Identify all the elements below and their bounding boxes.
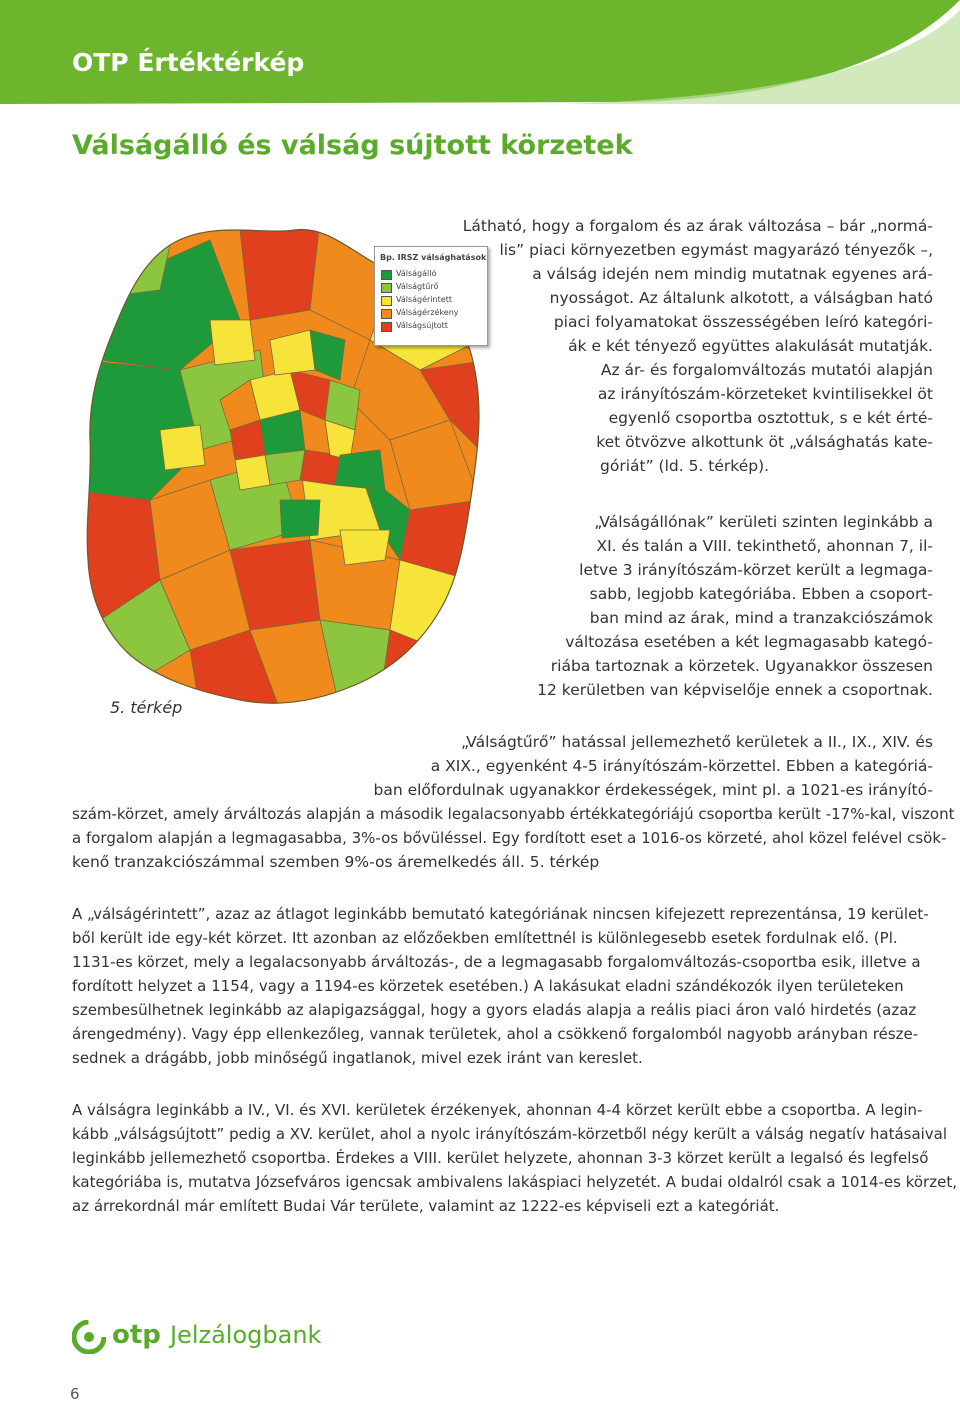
text-line: egyenlő csoportba osztottuk, s e két érté- xyxy=(608,409,933,427)
text-line: Látható, hogy a forgalom és az árak változása – bár „normá- xyxy=(462,217,933,235)
text-line: fordított helyzet a 1154, vagy a 1194-es körzetek esetében.) A lakásukat eladni szándékozók ilyen területeken xyxy=(72,977,904,995)
text-line: kategóriába is, mutatva Józsefváros igencsak ambivalens lakáspiaci helyzetét. A budai oldalról csak a 1014-es körzet, xyxy=(72,1173,957,1191)
text-line: ban mind az árak, mind a tranzakciószámok xyxy=(589,609,933,627)
legend-swatch xyxy=(381,322,392,332)
text-line: szembesülhetnek leginkább az alapigazsággal, hogy a gyors eladás alapja a reális piaci áron való hirdetés (azaz xyxy=(72,1001,917,1019)
text-line: a válság idején nem mindig mutatnak egyenes ará- xyxy=(532,265,933,283)
text-line: piaci folyamatokat összességében leíró kategóri- xyxy=(553,313,933,331)
text-line: árengedmény). Vagy épp ellenkezőleg, vannak területek, ahol a csökkenő forgalomból nagyobb arányban része- xyxy=(72,1025,919,1043)
text-line: az irányítószám-körzeteket kvintilisekkel öt xyxy=(597,385,933,403)
text-line: letve 3 irányítószám-körzet került a legmaga- xyxy=(579,561,933,579)
text-line: riába tartoznak a körzetek. Ugyanakkor összesen xyxy=(550,657,933,675)
text-line: kenő tranzakciószámmal szemben 9%-os áremelkedés áll. 5. térkép xyxy=(72,853,600,871)
page-number: 6 xyxy=(70,1385,80,1403)
text-line: sabb, legjobb kategóriába. Ebben a csoport- xyxy=(589,585,933,603)
logo-brand: otp xyxy=(112,1320,161,1350)
text-line: A válságra leginkább a IV., VI. és XVI. kerületek érzékenyek, ahonnan 4-4 körzet került ebbe a csoportba. A legin- xyxy=(72,1101,923,1119)
text-line: nyosságot. Az általunk alkotott, a válságban ható xyxy=(549,289,933,307)
text-line: ből került ide egy-két körzet. Itt azonban az előzőekben említettnél is különlegesebb esetek fordulnak elő. (Pl. xyxy=(72,929,898,947)
text-line: A „válságérintett”, azaz az átlagot leginkább bemutató kategóriának nincsen kifejezett reprezentánsa, 19 kerület- xyxy=(72,905,929,923)
logo-text xyxy=(112,1320,321,1350)
legend-swatch xyxy=(381,309,392,319)
text-line: szám-körzet, amely árváltozás alapján a második legalacsonyabb értékkategóriájú csoportba került -17%-kal, viszont xyxy=(72,805,955,823)
text-line: a forgalom alapján a legmagasabba, 3%-os bővüléssel. Egy fordított eset a 1016-os körzeté, ahol közel felével csök- xyxy=(72,829,947,847)
text-line: ák e két tényező együttes alakulását mutatják. xyxy=(568,337,933,355)
map-caption: 5. térkép xyxy=(110,698,183,717)
legend-label: Válságsújtott xyxy=(396,321,448,330)
legend-label: Válságálló xyxy=(396,269,437,278)
section-heading: Válságálló és válság sújtott körzetek xyxy=(72,130,633,161)
text-line: Az ár- és forgalomváltozás mutatói alapján xyxy=(600,361,933,379)
text-line: „Válságtűrő” hatással jellemezhető kerületek a II., IX., XIV. és xyxy=(460,733,933,751)
logo-suffix: Jelzálogbank xyxy=(169,1321,322,1349)
otp-logo-icon xyxy=(72,1320,106,1354)
text-line: az árrekordnál már említett Budai Vár területe, valamint az 1222-es képviseli ezt a kategóriát. xyxy=(72,1197,780,1215)
text-line: 12 kerületben van képviselője ennek a csoportnak. xyxy=(537,681,933,699)
text-line: sednek a drágább, jobb minőségű ingatlanok, mivel ezek iránt van kereslet. xyxy=(72,1049,643,1067)
text-line: kább „válságsújtott” pedig a XV. kerület, ahol a nyolc irányítószám-körzetből négy került a válság negatív hatásaival xyxy=(72,1125,948,1143)
legend-title: Bp. IRSZ válsághatások xyxy=(380,253,487,262)
legend-swatch xyxy=(381,283,392,293)
legend-label: Válságtűrő xyxy=(396,282,439,291)
text-line: lis” piaci környezetben egymást magyarázó tényezők –, xyxy=(499,241,933,259)
text-line: XI. és talán a VIII. tekinthető, ahonnan 7, il- xyxy=(596,537,933,555)
text-line: „Válságállónak” kerületi szinten leginkább a xyxy=(594,513,933,531)
text-line: 1131-es körzet, mely a legalacsonyabb árváltozás-, de a legmagasabb forgalomváltozás-csoportba esik, illetve a xyxy=(72,953,921,971)
legend-swatch xyxy=(381,296,392,306)
legend-label: Válságérzékeny xyxy=(396,308,459,317)
map-legend xyxy=(374,246,488,346)
text-line: góriát” (ld. 5. térkép). xyxy=(600,457,770,475)
text-line: ban előfordulnak ugyanakkor érdekességek, mint pl. a 1021-es irányító- xyxy=(373,781,933,799)
otp-jelzalogbank-logo xyxy=(72,1318,332,1358)
legend-swatch xyxy=(381,270,392,280)
text-line: a XIX., egyenként 4-5 irányítószám-körzettel. Ebben a kategóriá- xyxy=(430,757,933,775)
legend-label: Válságérintett xyxy=(396,295,452,304)
page-header-title: OTP Értéktérkép xyxy=(72,48,305,77)
text-line: változása esetében a két legmagasabb kategó- xyxy=(565,633,933,651)
text-line: ket ötvözve alkottunk öt „válsághatás kate- xyxy=(596,433,933,451)
text-line: leginkább jellemezhető csoportba. Érdekes a VIII. kerület helyzete, ahonnan 3-3 körzet került a legalsó és legfelső xyxy=(72,1149,929,1167)
